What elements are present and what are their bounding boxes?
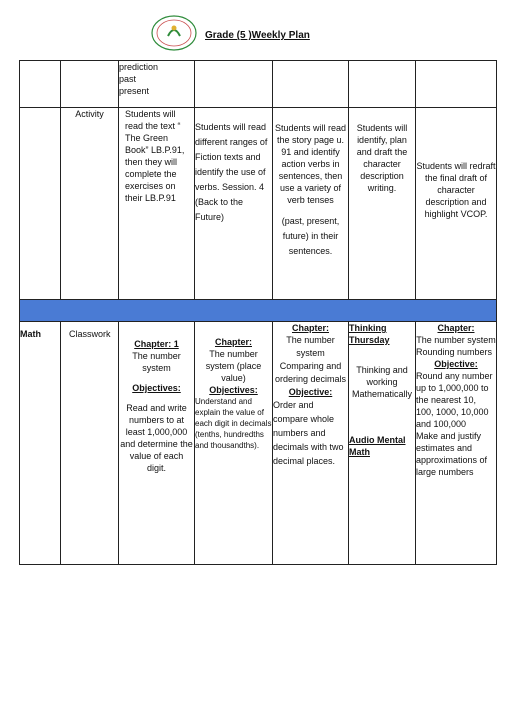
activity-day3-part2: (past, present, future) in their sentences.	[281, 216, 340, 256]
table-row	[20, 61, 497, 108]
math-day5	[416, 322, 497, 565]
table-row	[20, 322, 497, 565]
section-divider	[20, 300, 497, 322]
objective-text: Round any number up to 1,000,000 to the nearest 10, 100, 1000, 10,000 and 100,000	[416, 371, 493, 429]
objectives-label: Objective:	[288, 387, 333, 397]
subject-cell	[20, 108, 61, 300]
divider-bar	[20, 300, 497, 322]
thinking-thursday-label: Thinking Thursday	[349, 323, 390, 345]
activity-day2: Students will read different ranges of Fiction texts and identify the use of verbs. Session. 4 (Back to the Future)	[195, 108, 273, 300]
empty-cell	[195, 61, 273, 108]
objectives-label: Objectives:	[209, 385, 258, 395]
math-day2	[195, 322, 273, 565]
chapter-topic: The number system	[132, 351, 181, 373]
tense-item: present	[119, 86, 150, 96]
objectives-label: Objective:	[434, 359, 478, 369]
activity-day3-part1: Students will read the story page u. 91 and identify action verbs in sentences, then use a variety of verb tenses	[274, 123, 347, 205]
table-row	[20, 108, 497, 300]
activity-day3	[273, 108, 349, 300]
math-day3	[273, 322, 349, 565]
chapter-topic: The number system Comparing and ordering decimals	[274, 335, 347, 384]
objective-text: Read and write numbers to at least 1,000,000 and determine the value of each digit.	[120, 403, 193, 473]
math-day4	[349, 322, 416, 565]
empty-cell	[349, 61, 416, 108]
tense-list	[119, 61, 195, 108]
type-cell	[61, 61, 119, 108]
empty-cell	[416, 61, 497, 108]
objective-text: Order and compare whole numbers and decimals with two decimal places.	[273, 400, 344, 466]
empty-cell	[273, 61, 349, 108]
objectives-label: Objectives:	[132, 383, 181, 393]
chapter-label: Chapter:	[437, 323, 475, 333]
weekly-plan-table	[19, 60, 497, 565]
chapter-label: Chapter: 1	[134, 339, 179, 349]
chapter-subtopic: Rounding numbers	[416, 347, 493, 357]
school-logo	[150, 14, 198, 52]
chapter-label: Chapter:	[214, 337, 252, 347]
activity-day5: Students will redraft the final draft of character description and highlight VCOP.	[416, 108, 497, 300]
page-title: Grade (5 )Weekly Plan	[205, 30, 310, 41]
activity-day4: Students will identify, plan and draft the character description writing.	[349, 108, 416, 300]
audio-mental-math-label: Audio Mental Math	[349, 435, 406, 457]
chapter-topic: The number system (place value)	[205, 349, 262, 383]
chapter-label: Chapter:	[291, 323, 329, 333]
tense-item: past	[119, 74, 137, 84]
objective-text-2: Make and justify estimates and approximations of large numbers	[416, 431, 488, 477]
classwork-label: Classwork	[61, 322, 119, 565]
thinking-text: Thinking and working Mathematically	[351, 365, 413, 399]
activity-label: Activity	[61, 108, 119, 300]
activity-day1: Students will read the text “ The Green Book” LB.P.91, then they will complete the exercises on their LB.P.91	[119, 108, 195, 300]
math-day1	[119, 322, 195, 565]
tense-item: prediction	[119, 62, 159, 72]
subject-math: Math	[20, 322, 61, 565]
subject-cell	[20, 61, 61, 108]
objective-text: Understand and explain the value of each digit in decimals (tenths, hundredths and thousandths).	[195, 397, 272, 450]
chapter-topic: The number system	[416, 335, 496, 345]
